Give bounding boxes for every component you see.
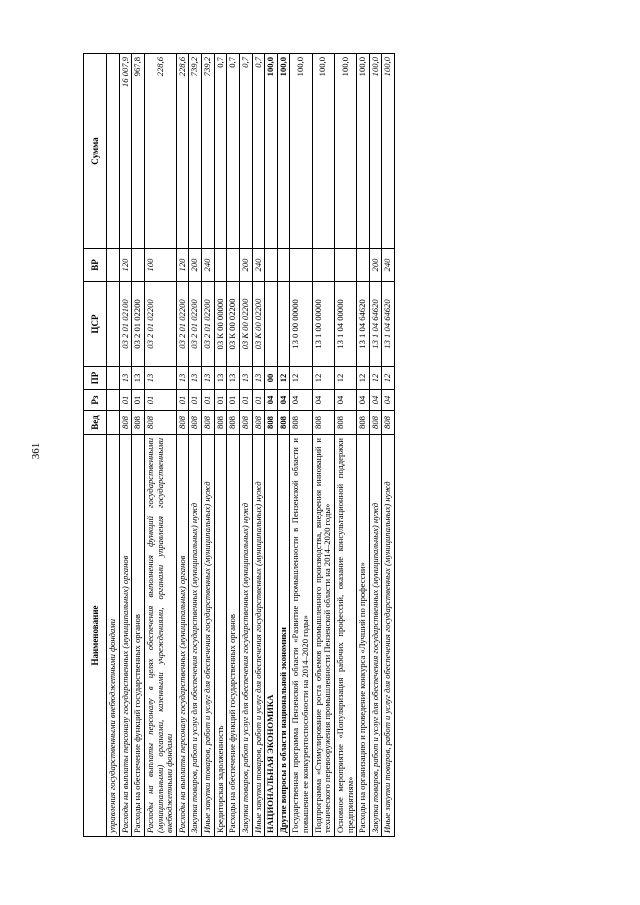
cell-ved: 808 [382, 411, 395, 435]
cell-name: Другие вопросы в области национальной экономики [277, 435, 290, 837]
cell-csr: 03 2 01 02200 [176, 282, 189, 367]
cell-csr: 03 2 01 02100 [119, 282, 132, 367]
cell-vr: 120 [176, 249, 189, 282]
cell-ved: 808 [176, 411, 189, 435]
cell-pr: 13 [214, 367, 227, 390]
cell-vr [107, 249, 120, 282]
cell-name: Закупка товаров, работ и услуг для обеспечения государственных (муниципальных) нужд [189, 435, 202, 837]
cell-rz: 01 [119, 390, 132, 411]
cell-vr [357, 249, 370, 282]
cell-sum: 0,7 [252, 54, 265, 249]
col-header-vr: ВР [84, 249, 107, 282]
cell-pr: 12 [334, 367, 356, 390]
cell-pr: 12 [290, 367, 312, 390]
table-row [369, 54, 382, 837]
cell-pr: 13 [202, 367, 215, 390]
table-header [84, 54, 107, 837]
table-row [277, 54, 290, 837]
table-row [252, 54, 265, 837]
cell-csr: 13 1 00 00000 [312, 282, 334, 367]
cell-vr: 120 [119, 249, 132, 282]
cell-name: Иные закупки товаров, работ и услуг для обеспечения государственных (муниципальных) нужд [202, 435, 215, 837]
cell-csr [265, 282, 278, 367]
cell-pr: 12 [357, 367, 370, 390]
cell-pr: 12 [369, 367, 382, 390]
cell-csr [107, 282, 120, 367]
table-row [227, 54, 240, 837]
cell-ved: 808 [189, 411, 202, 435]
table-row [357, 54, 370, 837]
cell-vr: 240 [382, 249, 395, 282]
cell-csr: 03 К 00 02200 [239, 282, 252, 367]
col-header-name: Наименование [84, 435, 107, 837]
cell-vr [277, 249, 290, 282]
table-row [214, 54, 227, 837]
cell-vr [265, 249, 278, 282]
table-row [312, 54, 334, 837]
cell-ved: 808 [227, 411, 240, 435]
cell-ved: 808 [334, 411, 356, 435]
cell-ved: 808 [144, 411, 176, 435]
cell-name: Основное мероприятие «Популяризация рабочих профессий, оказание консультационной поддержки предприятиям» [334, 435, 356, 837]
cell-csr: 13 0 00 00000 [290, 282, 312, 367]
cell-vr: 200 [189, 249, 202, 282]
cell-rz [107, 390, 120, 411]
table-row [334, 54, 356, 837]
cell-csr: 03 К 00 02200 [227, 282, 240, 367]
cell-pr: 13 [176, 367, 189, 390]
cell-rz: 04 [369, 390, 382, 411]
cell-rz: 01 [144, 390, 176, 411]
cell-ved: 808 [369, 411, 382, 435]
cell-rz: 01 [189, 390, 202, 411]
cell-pr: 13 [144, 367, 176, 390]
cell-sum: 100,0 [334, 54, 356, 249]
cell-rz: 01 [214, 390, 227, 411]
table-body [107, 54, 395, 837]
cell-pr: 13 [189, 367, 202, 390]
cell-ved: 808 [214, 411, 227, 435]
cell-rz: 01 [239, 390, 252, 411]
cell-rz: 01 [202, 390, 215, 411]
cell-sum: 228,6 [176, 54, 189, 249]
col-header-pr: ПР [84, 367, 107, 390]
cell-rz: 01 [176, 390, 189, 411]
cell-vr: 240 [202, 249, 215, 282]
cell-pr: 12 [382, 367, 395, 390]
cell-name: Государственная программа Пензенской области «Развитие промышленности в Пензенской области и повышение ее конкурентоспособности на 2014–2020 годы» [290, 435, 312, 837]
table-row [189, 54, 202, 837]
cell-csr: 03 2 01 02200 [144, 282, 176, 367]
budget-table-rotated [83, 54, 559, 837]
table-row [202, 54, 215, 837]
cell-pr: 12 [277, 367, 290, 390]
cell-vr [312, 249, 334, 282]
cell-pr: 13 [239, 367, 252, 390]
table-row [132, 54, 145, 837]
cell-sum: 100,0 [357, 54, 370, 249]
col-header-ved: Вед [84, 411, 107, 435]
cell-vr [214, 249, 227, 282]
cell-sum: 100,0 [312, 54, 334, 249]
cell-sum: 100,0 [290, 54, 312, 249]
table-row [144, 54, 176, 837]
cell-vr [290, 249, 312, 282]
table-row [290, 54, 312, 837]
table-row [107, 54, 120, 837]
cell-csr: 03 2 01 02200 [202, 282, 215, 367]
cell-name: Расходы на выплаты персоналу в целях обеспечения выполнения функций государственными (муниципальными) органами, казенными учреждениями, органами управления государственными внебюджетными фондами [144, 435, 176, 837]
cell-name: Расходы на выплаты персоналу государственных (муниципальных) органов [176, 435, 189, 837]
cell-pr [107, 367, 120, 390]
cell-csr: 03 2 01 02200 [189, 282, 202, 367]
col-header-sum: Сумма [84, 54, 107, 249]
cell-csr: 13 1 04 64620 [369, 282, 382, 367]
cell-csr: 03 К 00 00000 [214, 282, 227, 367]
cell-ved: 808 [357, 411, 370, 435]
cell-sum: 16 007,9 [119, 54, 132, 249]
page-number: 361 [30, 442, 42, 460]
cell-rz: 04 [265, 390, 278, 411]
cell-rz: 04 [357, 390, 370, 411]
cell-sum [107, 54, 120, 249]
cell-name: Кредиторская задолженность [214, 435, 227, 837]
cell-sum: 100,0 [382, 54, 395, 249]
cell-sum: 0,7 [214, 54, 227, 249]
cell-pr: 13 [227, 367, 240, 390]
cell-vr: 100 [144, 249, 176, 282]
cell-sum: 100,0 [277, 54, 290, 249]
cell-pr: 13 [119, 367, 132, 390]
cell-name: НАЦИОНАЛЬНАЯ ЭКОНОМИКА [265, 435, 278, 837]
cell-csr: 03 2 01 02200 [132, 282, 145, 367]
cell-sum: 967,8 [132, 54, 145, 249]
cell-vr: 200 [239, 249, 252, 282]
col-header-csr: ЦСР [84, 282, 107, 367]
cell-csr: 13 1 04 00000 [334, 282, 356, 367]
cell-ved: 808 [119, 411, 132, 435]
cell-sum: 100,0 [265, 54, 278, 249]
cell-csr: 03 К 00 02200 [252, 282, 265, 367]
budget-table [83, 53, 395, 837]
cell-pr: 13 [252, 367, 265, 390]
cell-rz: 04 [334, 390, 356, 411]
cell-ved: 808 [132, 411, 145, 435]
table-row [119, 54, 132, 837]
cell-vr [227, 249, 240, 282]
cell-rz: 04 [277, 390, 290, 411]
cell-name: Иные закупки товаров, работ и услуг для обеспечения государственных (муниципальных) нужд [252, 435, 265, 837]
cell-pr: 12 [312, 367, 334, 390]
table-row [382, 54, 395, 837]
cell-sum: 0,7 [227, 54, 240, 249]
cell-ved: 808 [312, 411, 334, 435]
cell-ved: 808 [239, 411, 252, 435]
cell-pr: 00 [265, 367, 278, 390]
cell-csr: 13 1 04 64620 [357, 282, 370, 367]
cell-vr: 200 [369, 249, 382, 282]
cell-rz: 04 [290, 390, 312, 411]
cell-vr [334, 249, 356, 282]
cell-ved: 808 [252, 411, 265, 435]
cell-rz: 04 [382, 390, 395, 411]
cell-vr [132, 249, 145, 282]
cell-csr [277, 282, 290, 367]
cell-name: Расходы на обеспечение функций государственных органов [132, 435, 145, 837]
table-row [239, 54, 252, 837]
cell-name: Расходы на организацию и проведение конкурса «Лучший по профессии» [357, 435, 370, 837]
cell-csr: 13 1 04 64620 [382, 282, 395, 367]
cell-name: Подпрограмма «Стимулирование роста объемов промышленного производства, внедрения инноваций и технического перевооружения промышленности Пензенской области на 2014–2020 годы» [312, 435, 334, 837]
table-row [265, 54, 278, 837]
cell-sum: 739,2 [189, 54, 202, 249]
cell-ved: 808 [277, 411, 290, 435]
cell-sum: 739,2 [202, 54, 215, 249]
cell-sum: 0,7 [239, 54, 252, 249]
cell-name: Иные закупки товаров, работ и услуг для обеспечения государственных (муниципальных) нужд [382, 435, 395, 837]
cell-rz: 01 [132, 390, 145, 411]
cell-rz: 01 [227, 390, 240, 411]
cell-name: Расходы на выплаты персоналу государственных (муниципальных) органов [119, 435, 132, 837]
col-header-rz: Рз [84, 390, 107, 411]
cell-name: Расходы на обеспечение функций государственных органов [227, 435, 240, 837]
cell-sum: 100,0 [369, 54, 382, 249]
cell-ved: 808 [202, 411, 215, 435]
cell-pr: 13 [132, 367, 145, 390]
cell-ved [107, 411, 120, 435]
cell-ved: 808 [265, 411, 278, 435]
table-row [176, 54, 189, 837]
cell-rz: 01 [252, 390, 265, 411]
cell-vr: 240 [252, 249, 265, 282]
cell-name: Закупка товаров, работ и услуг для обеспечения государственных (муниципальных) нужд [369, 435, 382, 837]
cell-name: Закупка товаров, работ и услуг для обеспечения государственных (муниципальных) нужд [239, 435, 252, 837]
cell-ved: 808 [290, 411, 312, 435]
cell-rz: 04 [312, 390, 334, 411]
cell-name: управления государственными внебюджетными фондами [107, 435, 120, 837]
cell-sum: 228,6 [144, 54, 176, 249]
